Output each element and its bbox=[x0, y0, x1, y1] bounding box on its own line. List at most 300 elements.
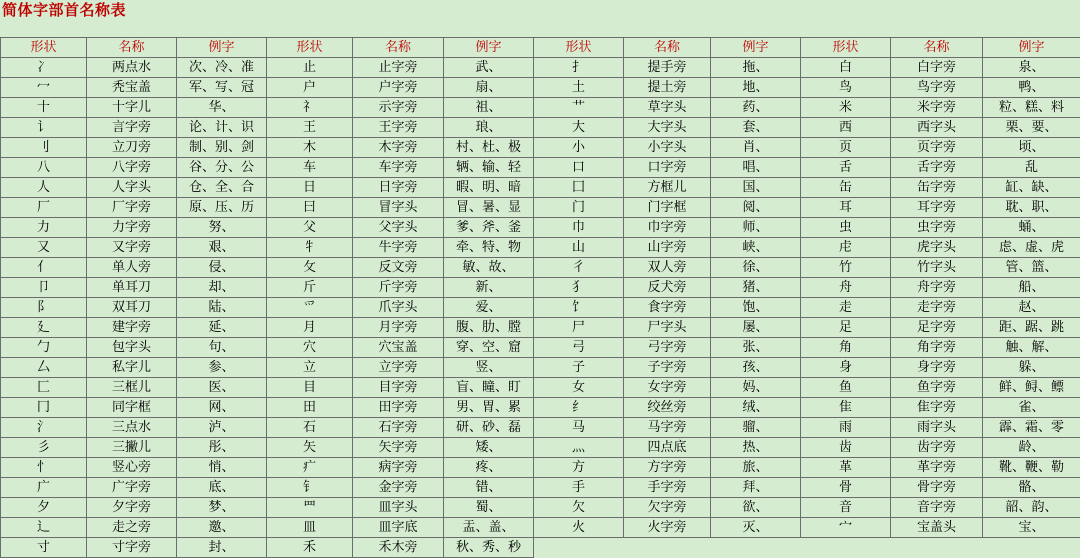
cell-examples: 新、 bbox=[444, 278, 534, 298]
cell-examples: 妈、 bbox=[711, 378, 801, 398]
cell-shape: 刂 bbox=[1, 138, 87, 158]
cell-examples: 扇、 bbox=[444, 78, 534, 98]
cell-shape: 车 bbox=[267, 158, 353, 178]
cell-shape: 矢 bbox=[267, 438, 353, 458]
cell-examples: 肖、 bbox=[711, 138, 801, 158]
cell-shape: 攵 bbox=[267, 258, 353, 278]
cell-name: 同字框 bbox=[87, 398, 177, 418]
cell-shape: 角 bbox=[801, 338, 891, 358]
table-row bbox=[1, 238, 1080, 258]
cell-shape: 亻 bbox=[1, 258, 87, 278]
cell-examples: 论、计、识 bbox=[177, 118, 267, 138]
cell-shape: 犭 bbox=[534, 278, 624, 298]
cell-name: 双耳刀 bbox=[87, 298, 177, 318]
cell-shape: 田 bbox=[267, 398, 353, 418]
cell-name: 矢字旁 bbox=[353, 438, 444, 458]
cell-shape: 足 bbox=[801, 318, 891, 338]
cell-shape: 彡 bbox=[1, 438, 87, 458]
cell-shape: 纟 bbox=[534, 398, 624, 418]
cell-name: 病字旁 bbox=[353, 458, 444, 478]
cell-examples: 拜、 bbox=[711, 478, 801, 498]
table-row bbox=[1, 518, 1080, 538]
column-header-shape: 形状 bbox=[267, 38, 353, 58]
cell-name: 木字旁 bbox=[353, 138, 444, 158]
cell-shape: 音 bbox=[801, 498, 891, 518]
cell-name: 火字旁 bbox=[624, 518, 711, 538]
cell-shape: 西 bbox=[801, 118, 891, 138]
cell-shape: 忄 bbox=[1, 458, 87, 478]
cell-shape: 火 bbox=[534, 518, 624, 538]
cell-examples: 师、 bbox=[711, 218, 801, 238]
cell-examples: 网、 bbox=[177, 398, 267, 418]
table-row bbox=[1, 278, 1080, 298]
cell-name: 寸字旁 bbox=[87, 538, 177, 558]
cell-shape: 子 bbox=[534, 358, 624, 378]
table-row bbox=[1, 58, 1080, 78]
table-row bbox=[1, 318, 1080, 338]
cell-shape: 冂 bbox=[1, 398, 87, 418]
cell-shape: 鱼 bbox=[801, 378, 891, 398]
cell-name: 又字旁 bbox=[87, 238, 177, 258]
cell-name: 身字旁 bbox=[891, 358, 983, 378]
cell-shape: 勹 bbox=[1, 338, 87, 358]
cell-shape: 女 bbox=[534, 378, 624, 398]
cell-examples: 研、砂、磊 bbox=[444, 418, 534, 438]
cell-name: 人字头 bbox=[87, 178, 177, 198]
cell-name: 白字旁 bbox=[891, 58, 983, 78]
cell-name: 穴宝盖 bbox=[353, 338, 444, 358]
cell-name: 足字旁 bbox=[891, 318, 983, 338]
cell-name: 爪字头 bbox=[353, 298, 444, 318]
cell-examples: 仓、全、合 bbox=[177, 178, 267, 198]
cell-examples: 封、 bbox=[177, 538, 267, 558]
cell-examples: 辆、输、轻 bbox=[444, 158, 534, 178]
cell-examples: 赵、 bbox=[983, 298, 1080, 318]
cell-name: 鱼字旁 bbox=[891, 378, 983, 398]
cell-examples: 拖、 bbox=[711, 58, 801, 78]
cell-name: 示字旁 bbox=[353, 98, 444, 118]
cell-shape: 小 bbox=[534, 138, 624, 158]
cell-name: 单耳刀 bbox=[87, 278, 177, 298]
cell-examples: 盲、瞳、盯 bbox=[444, 378, 534, 398]
cell-shape: 穴 bbox=[267, 338, 353, 358]
cell-shape: 廴 bbox=[1, 318, 87, 338]
cell-name: 米字旁 bbox=[891, 98, 983, 118]
cell-examples: 艰、 bbox=[177, 238, 267, 258]
cell-name: 方字旁 bbox=[624, 458, 711, 478]
cell-examples: 底、 bbox=[177, 478, 267, 498]
table-row bbox=[1, 298, 1080, 318]
cell-shape: 日 bbox=[267, 178, 353, 198]
column-header-name: 名称 bbox=[353, 38, 444, 58]
cell-name: 牛字旁 bbox=[353, 238, 444, 258]
cell-name: 王字旁 bbox=[353, 118, 444, 138]
table-row bbox=[1, 218, 1080, 238]
cell-name: 欠字旁 bbox=[624, 498, 711, 518]
cell-examples: 祖、 bbox=[444, 98, 534, 118]
table-row bbox=[1, 178, 1080, 198]
cell-name: 舌字旁 bbox=[891, 158, 983, 178]
column-header-shape: 形状 bbox=[1, 38, 87, 58]
cell-shape: 米 bbox=[801, 98, 891, 118]
cell-shape: 山 bbox=[534, 238, 624, 258]
cell-examples: 彤、 bbox=[177, 438, 267, 458]
table-row bbox=[1, 398, 1080, 418]
cell-shape: 雨 bbox=[801, 418, 891, 438]
cell-shape: 斤 bbox=[267, 278, 353, 298]
cell-name: 巾字旁 bbox=[624, 218, 711, 238]
cell-shape: 月 bbox=[267, 318, 353, 338]
column-header-examples: 例字 bbox=[177, 38, 267, 58]
cell-examples: 男、胃、累 bbox=[444, 398, 534, 418]
cell-name: 提土旁 bbox=[624, 78, 711, 98]
cell-shape: 舌 bbox=[801, 158, 891, 178]
cell-examples: 热、 bbox=[711, 438, 801, 458]
cell-examples: 船、 bbox=[983, 278, 1080, 298]
table-row bbox=[1, 478, 1080, 498]
cell-examples: 距、踞、跳 bbox=[983, 318, 1080, 338]
cell-examples: 蛹、 bbox=[983, 218, 1080, 238]
cell-name: 包字头 bbox=[87, 338, 177, 358]
cell-shape: 竹 bbox=[801, 258, 891, 278]
cell-examples: 欲、 bbox=[711, 498, 801, 518]
cell-shape: 彳 bbox=[534, 258, 624, 278]
cell-shape: 土 bbox=[534, 78, 624, 98]
cell-name: 鸟字旁 bbox=[891, 78, 983, 98]
cell-examples: 屡、 bbox=[711, 318, 801, 338]
cell-shape: 饣 bbox=[534, 298, 624, 318]
table-body bbox=[1, 58, 1080, 558]
cell-name: 小字头 bbox=[624, 138, 711, 158]
cell-shape: 宀 bbox=[801, 518, 891, 538]
cell-examples: 制、别、剑 bbox=[177, 138, 267, 158]
cell-examples: 躲、 bbox=[983, 358, 1080, 378]
cell-name: 父字头 bbox=[353, 218, 444, 238]
cell-name: 齿字旁 bbox=[891, 438, 983, 458]
cell-examples: 村、杜、极 bbox=[444, 138, 534, 158]
cell-name: 双人旁 bbox=[624, 258, 711, 278]
cell-name: 革字旁 bbox=[891, 458, 983, 478]
cell-examples: 蜀、 bbox=[444, 498, 534, 518]
cell-shape: 口 bbox=[534, 158, 624, 178]
cell-name: 宝盖头 bbox=[891, 518, 983, 538]
cell-examples: 句、 bbox=[177, 338, 267, 358]
cell-shape: 阝 bbox=[1, 298, 87, 318]
cell-name: 三点水 bbox=[87, 418, 177, 438]
cell-name: 缶字旁 bbox=[891, 178, 983, 198]
table-row bbox=[1, 258, 1080, 278]
cell-shape: 又 bbox=[1, 238, 87, 258]
cell-shape: 卩 bbox=[1, 278, 87, 298]
cell-examples: 阅、 bbox=[711, 198, 801, 218]
cell-name: 隹字旁 bbox=[891, 398, 983, 418]
column-header-examples: 例字 bbox=[983, 38, 1080, 58]
table-row bbox=[1, 498, 1080, 518]
cell-name: 马字旁 bbox=[624, 418, 711, 438]
table-row bbox=[1, 78, 1080, 98]
cell-name: 田字旁 bbox=[353, 398, 444, 418]
column-header-shape: 形状 bbox=[534, 38, 624, 58]
table-row bbox=[1, 358, 1080, 378]
table-row bbox=[1, 118, 1080, 138]
cell-shape: 页 bbox=[801, 138, 891, 158]
cell-shape: 石 bbox=[267, 418, 353, 438]
cell-name: 单人旁 bbox=[87, 258, 177, 278]
cell-examples: 梦、 bbox=[177, 498, 267, 518]
cell-shape: 走 bbox=[801, 298, 891, 318]
column-header-examples: 例字 bbox=[711, 38, 801, 58]
cell-shape: 扌 bbox=[534, 58, 624, 78]
column-header-examples: 例字 bbox=[444, 38, 534, 58]
cell-name: 皿字头 bbox=[353, 498, 444, 518]
cell-examples: 努、 bbox=[177, 218, 267, 238]
cell-name: 反文旁 bbox=[353, 258, 444, 278]
cell-shape: 爫 bbox=[267, 298, 353, 318]
cell-examples: 穿、空、窟 bbox=[444, 338, 534, 358]
cell-shape: 广 bbox=[1, 478, 87, 498]
cell-name: 目字旁 bbox=[353, 378, 444, 398]
cell-shape: 礻 bbox=[267, 98, 353, 118]
cell-name: 走字旁 bbox=[891, 298, 983, 318]
cell-examples: 爱、 bbox=[444, 298, 534, 318]
cell-examples: 靴、鞭、勒 bbox=[983, 458, 1080, 478]
cell-name: 手字旁 bbox=[624, 478, 711, 498]
cell-examples: 腹、肋、膛 bbox=[444, 318, 534, 338]
cell-name: 尸字头 bbox=[624, 318, 711, 338]
cell-examples: 霹、霜、零 bbox=[983, 418, 1080, 438]
table-row bbox=[1, 98, 1080, 118]
cell-examples: 缸、缺、 bbox=[983, 178, 1080, 198]
cell-name: 言字旁 bbox=[87, 118, 177, 138]
cell-examples: 盂、盖、 bbox=[444, 518, 534, 538]
cell-examples: 国、 bbox=[711, 178, 801, 198]
column-header-name: 名称 bbox=[891, 38, 983, 58]
cell-examples: 牵、特、物 bbox=[444, 238, 534, 258]
table-row bbox=[1, 458, 1080, 478]
cell-examples: 套、 bbox=[711, 118, 801, 138]
cell-name: 虫字旁 bbox=[891, 218, 983, 238]
cell-name: 雨字头 bbox=[891, 418, 983, 438]
cell-name: 竖心旁 bbox=[87, 458, 177, 478]
cell-name: 弓字旁 bbox=[624, 338, 711, 358]
cell-shape: 立 bbox=[267, 358, 353, 378]
cell-name: 女字旁 bbox=[624, 378, 711, 398]
table-row bbox=[1, 418, 1080, 438]
cell-shape: 皿 bbox=[267, 518, 353, 538]
cell-examples: 耽、职、 bbox=[983, 198, 1080, 218]
cell-name: 户字旁 bbox=[353, 78, 444, 98]
cell-shape: 艹 bbox=[534, 98, 624, 118]
cell-name: 角字旁 bbox=[891, 338, 983, 358]
cell-name: 厂字旁 bbox=[87, 198, 177, 218]
cell-shape: 白 bbox=[801, 58, 891, 78]
cell-name: 夕字旁 bbox=[87, 498, 177, 518]
cell-shape: 门 bbox=[534, 198, 624, 218]
cell-examples: 鸭、 bbox=[983, 78, 1080, 98]
cell-examples: 猪、 bbox=[711, 278, 801, 298]
cell-name: 车字旁 bbox=[353, 158, 444, 178]
cell-shape: 疒 bbox=[267, 458, 353, 478]
cell-name: 月字旁 bbox=[353, 318, 444, 338]
cell-name: 皿字底 bbox=[353, 518, 444, 538]
cell-shape: 革 bbox=[801, 458, 891, 478]
cell-examples: 延、 bbox=[177, 318, 267, 338]
cell-examples: 次、冷、准 bbox=[177, 58, 267, 78]
table-row bbox=[1, 198, 1080, 218]
cell-name: 十字儿 bbox=[87, 98, 177, 118]
cell-name: 提手旁 bbox=[624, 58, 711, 78]
cell-shape: 舟 bbox=[801, 278, 891, 298]
cell-name: 四点底 bbox=[624, 438, 711, 458]
cell-examples: 骝、 bbox=[711, 418, 801, 438]
cell-examples: 原、压、历 bbox=[177, 198, 267, 218]
cell-shape: 鸟 bbox=[801, 78, 891, 98]
cell-examples: 龄、 bbox=[983, 438, 1080, 458]
cell-examples: 地、 bbox=[711, 78, 801, 98]
cell-shape: 隹 bbox=[801, 398, 891, 418]
cell-shape: 禾 bbox=[267, 538, 353, 558]
cell-shape: 缶 bbox=[801, 178, 891, 198]
cell-examples: 暇、明、暗 bbox=[444, 178, 534, 198]
column-header-shape: 形状 bbox=[801, 38, 891, 58]
cell-examples: 顷、 bbox=[983, 138, 1080, 158]
cell-examples: 泸、 bbox=[177, 418, 267, 438]
cell-shape: 厶 bbox=[1, 358, 87, 378]
cell-shape: 虍 bbox=[801, 238, 891, 258]
cell-shape: 耳 bbox=[801, 198, 891, 218]
cell-examples: 韶、韵、 bbox=[983, 498, 1080, 518]
cell-shape: 方 bbox=[534, 458, 624, 478]
cell-examples: 触、解、 bbox=[983, 338, 1080, 358]
cell-examples: 冒、暑、显 bbox=[444, 198, 534, 218]
cell-shape: 骨 bbox=[801, 478, 891, 498]
cell-examples: 矮、 bbox=[444, 438, 534, 458]
cell-examples: 泉、 bbox=[983, 58, 1080, 78]
cell-name: 绞丝旁 bbox=[624, 398, 711, 418]
cell-name: 建字旁 bbox=[87, 318, 177, 338]
cell-name: 金字旁 bbox=[353, 478, 444, 498]
cell-shape: 目 bbox=[267, 378, 353, 398]
cell-examples: 侵、 bbox=[177, 258, 267, 278]
cell-examples: 管、篮、 bbox=[983, 258, 1080, 278]
cell-name: 私字儿 bbox=[87, 358, 177, 378]
cell-examples: 宝、 bbox=[983, 518, 1080, 538]
cell-shape: 巾 bbox=[534, 218, 624, 238]
cell-examples: 饱、 bbox=[711, 298, 801, 318]
cell-name: 两点水 bbox=[87, 58, 177, 78]
table-row bbox=[1, 438, 1080, 458]
table-row bbox=[1, 158, 1080, 178]
cell-shape: 户 bbox=[267, 78, 353, 98]
column-header-name: 名称 bbox=[87, 38, 177, 58]
cell-shape: 身 bbox=[801, 358, 891, 378]
cell-examples: 竖、 bbox=[444, 358, 534, 378]
cell-shape: 囗 bbox=[534, 178, 624, 198]
cell-name: 石字旁 bbox=[353, 418, 444, 438]
cell-shape: 夕 bbox=[1, 498, 87, 518]
cell-shape: 匚 bbox=[1, 378, 87, 398]
cell-shape: 马 bbox=[534, 418, 624, 438]
cell-examples: 秋、秀、秒 bbox=[444, 538, 534, 558]
cell-name: 秃宝盖 bbox=[87, 78, 177, 98]
cell-shape: 父 bbox=[267, 218, 353, 238]
cell-examples: 徐、 bbox=[711, 258, 801, 278]
cell-examples: 灭、 bbox=[711, 518, 801, 538]
cell-shape: 氵 bbox=[1, 418, 87, 438]
cell-name: 冒字头 bbox=[353, 198, 444, 218]
cell-name: 方框儿 bbox=[624, 178, 711, 198]
cell-shape: 冫 bbox=[1, 58, 87, 78]
cell-shape: 钅 bbox=[267, 478, 353, 498]
cell-name: 大字头 bbox=[624, 118, 711, 138]
cell-examples: 武、 bbox=[444, 58, 534, 78]
cell-name: 虎字头 bbox=[891, 238, 983, 258]
cell-examples: 医、 bbox=[177, 378, 267, 398]
cell-examples: 谷、分、公 bbox=[177, 158, 267, 178]
cell-name: 禾木旁 bbox=[353, 538, 444, 558]
cell-shape: 辶 bbox=[1, 518, 87, 538]
cell-shape: 曰 bbox=[267, 198, 353, 218]
cell-name: 西字头 bbox=[891, 118, 983, 138]
cell-name: 斤字旁 bbox=[353, 278, 444, 298]
column-header-name: 名称 bbox=[624, 38, 711, 58]
cell-name: 八字旁 bbox=[87, 158, 177, 178]
cell-examples: 药、 bbox=[711, 98, 801, 118]
cell-examples: 琅、 bbox=[444, 118, 534, 138]
cell-shape: 王 bbox=[267, 118, 353, 138]
cell-name: 舟字旁 bbox=[891, 278, 983, 298]
table-header-row bbox=[1, 38, 1080, 58]
cell-name: 日字旁 bbox=[353, 178, 444, 198]
cell-name: 耳字旁 bbox=[891, 198, 983, 218]
cell-name: 走之旁 bbox=[87, 518, 177, 538]
cell-examples: 疼、 bbox=[444, 458, 534, 478]
cell-shape: 手 bbox=[534, 478, 624, 498]
cell-examples: 绒、 bbox=[711, 398, 801, 418]
table-row bbox=[1, 138, 1080, 158]
page-title: 简体字部首名称表 bbox=[2, 0, 126, 20]
cell-examples: 唱、 bbox=[711, 158, 801, 178]
cell-name: 口字旁 bbox=[624, 158, 711, 178]
cell-examples: 爹、斧、釜 bbox=[444, 218, 534, 238]
cell-shape: 罒 bbox=[267, 498, 353, 518]
cell-shape: 齿 bbox=[801, 438, 891, 458]
cell-shape: 厂 bbox=[1, 198, 87, 218]
cell-examples: 敏、故、 bbox=[444, 258, 534, 278]
cell-examples: 旅、 bbox=[711, 458, 801, 478]
cell-shape: 欠 bbox=[534, 498, 624, 518]
cell-shape: 讠 bbox=[1, 118, 87, 138]
cell-shape: 寸 bbox=[1, 538, 87, 558]
cell-name: 山字旁 bbox=[624, 238, 711, 258]
cell-examples: 张、 bbox=[711, 338, 801, 358]
cell-examples: 悄、 bbox=[177, 458, 267, 478]
cell-examples: 乱 bbox=[983, 158, 1080, 178]
cell-examples: 峡、 bbox=[711, 238, 801, 258]
cell-name: 草字头 bbox=[624, 98, 711, 118]
cell-shape: 大 bbox=[534, 118, 624, 138]
cell-name: 止字旁 bbox=[353, 58, 444, 78]
cell-shape: 牜 bbox=[267, 238, 353, 258]
cell-examples: 孩、 bbox=[711, 358, 801, 378]
cell-shape: 力 bbox=[1, 218, 87, 238]
cell-examples: 栗、要、 bbox=[983, 118, 1080, 138]
cell-examples: 错、 bbox=[444, 478, 534, 498]
cell-examples: 粒、糕、料 bbox=[983, 98, 1080, 118]
cell-name: 页字旁 bbox=[891, 138, 983, 158]
cell-name: 三框儿 bbox=[87, 378, 177, 398]
cell-shape: 木 bbox=[267, 138, 353, 158]
